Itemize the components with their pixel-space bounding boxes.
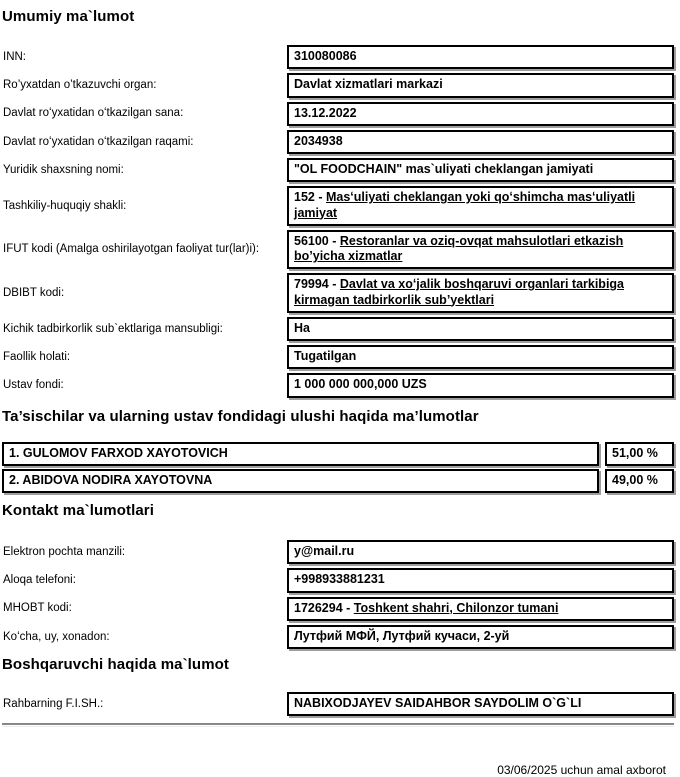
row-label: Yuridik shaxsning nomi: [3, 163, 124, 176]
value-box [287, 317, 674, 341]
value-box [287, 373, 674, 397]
value-box [287, 230, 674, 270]
info-row-small-business [2, 317, 674, 341]
value-box [287, 273, 674, 313]
info-row-ifut-code [2, 230, 674, 270]
value-box [287, 45, 674, 69]
info-row-phone [2, 568, 674, 592]
value-box [287, 186, 674, 226]
info-row-street-address [2, 625, 674, 649]
row-label: Elektron pochta manzili: [3, 545, 126, 558]
value-text: 310080086 [294, 49, 357, 63]
value-box [287, 568, 674, 592]
code-prefix: 1726294 - [294, 600, 354, 615]
value-box [287, 102, 674, 126]
value-box [287, 625, 674, 649]
row-label: Ustav fondi: [3, 379, 64, 392]
value-text: Tugatilgan [294, 349, 357, 363]
row-label: Rahbarning F.I.SH.: [3, 697, 104, 710]
footer-note: 03/06/2025 uchun amal axborot [497, 763, 666, 777]
code-prefix: 56100 - [294, 233, 340, 248]
info-row-legal-name [2, 158, 674, 182]
row-label: Davlat roʻyxatidan oʻtkazilgan sana: [3, 107, 184, 120]
value-text: +998933881231 [294, 572, 385, 587]
info-row-email [2, 540, 674, 564]
row-label: INN: [3, 50, 26, 63]
founder-row [2, 469, 674, 493]
founder-name-box: 1. GULOMOV FARXOD XAYOTOVICH [2, 442, 599, 466]
founder-share-box: 51,00 % [605, 442, 674, 466]
info-row-registration-date [2, 102, 674, 126]
value-text: 13.12.2022 [294, 105, 357, 120]
row-label: Ro’yxatdan o’tkazuvchi organ: [3, 79, 157, 92]
code-prefix: 79994 - [294, 277, 340, 292]
row-label: IFUT kodi (Amalga oshirilayotgan faoliyat tur(lar)i): [3, 243, 260, 256]
info-row-registering-organ [2, 73, 674, 97]
info-row-legal-form [2, 186, 674, 226]
row-label: Faollik holati: [3, 350, 71, 363]
founder-name-box: 2. ABIDOVA NODIRA XAYOTOVNA [2, 469, 599, 493]
info-row-dbibt-code [2, 273, 674, 313]
row-label: Davlat roʻyxatidan oʻtkazilgan raqami: [3, 135, 194, 148]
info-row-inn [2, 45, 674, 69]
info-row-activity-status [2, 345, 674, 369]
info-row-mhobt-code [2, 597, 674, 621]
value-text: 1 000 000 000,000 UZS [294, 377, 427, 392]
section-title-general: Umumiy ma`lumot [2, 8, 135, 25]
value-text: "OL FOODCHAIN" mas`uliyati cheklangan jamiyati [294, 162, 594, 176]
value-text: Ha [294, 320, 310, 335]
row-label: DBIBT kodi: [3, 286, 65, 299]
section-title-founders: Ta’sischilar va ularning ustav fondidagi ulushi haqida ma’lumotlar [2, 407, 479, 425]
value-text: y@mail.ru [294, 544, 355, 558]
dbibt-code-link[interactable]: Davlat va xoʻjalik boshqaruvi organlari tarkibiga kirmagan tadbirkorlik sub’yektlari [294, 277, 624, 307]
divider [2, 723, 674, 727]
section-title-manager: Boshqaruvchi haqida ma`lumot [2, 656, 229, 673]
value-text: NABIXODJAYEV SAIDAHBOR SAYDOLIM O`G`LI [294, 696, 582, 710]
row-label: MHOBT kodi: [3, 602, 72, 615]
section-title-contact: Kontakt ma`lumotlari [2, 502, 155, 519]
code-prefix: 152 - [294, 190, 326, 205]
value-box [287, 540, 674, 564]
value-text: Davlat xizmatlari markazi [294, 77, 443, 92]
info-row-manager-name [2, 692, 674, 716]
value-text: 2034938 [294, 133, 343, 148]
value-box [287, 345, 674, 369]
ifut-code-link[interactable]: Restoranlar va oziq-ovqat mahsulotlari etkazish bo’yicha xizmatlar [294, 233, 624, 263]
value-box [287, 692, 674, 716]
info-row-charter-fund [2, 373, 674, 397]
row-label: Kichik tadbirkorlik sub`ektlariga mansubligi: [3, 322, 223, 335]
info-row-registration-number [2, 130, 674, 154]
value-box [287, 130, 674, 154]
value-box [287, 597, 674, 621]
value-text: Лутфий МФЙ, Лутфий кучаси, 2-уй [294, 628, 510, 643]
row-label: Aloqa telefoni: [3, 574, 76, 587]
mhobt-location-link[interactable]: Toshkent shahri, Chilonzor tumani [353, 600, 559, 615]
row-label: Koʻcha, uy, xonadon: [3, 630, 110, 643]
legal-form-link[interactable]: Masʻuliyati cheklangan yoki qoʻshimcha masʻuliyatli jamiyat [294, 190, 636, 220]
value-box [287, 73, 674, 97]
founder-share-box: 49,00 % [605, 469, 674, 493]
value-box [287, 158, 674, 182]
row-label: Tashkiliy-huquqiy shakli: [3, 199, 127, 212]
founder-row [2, 442, 674, 466]
